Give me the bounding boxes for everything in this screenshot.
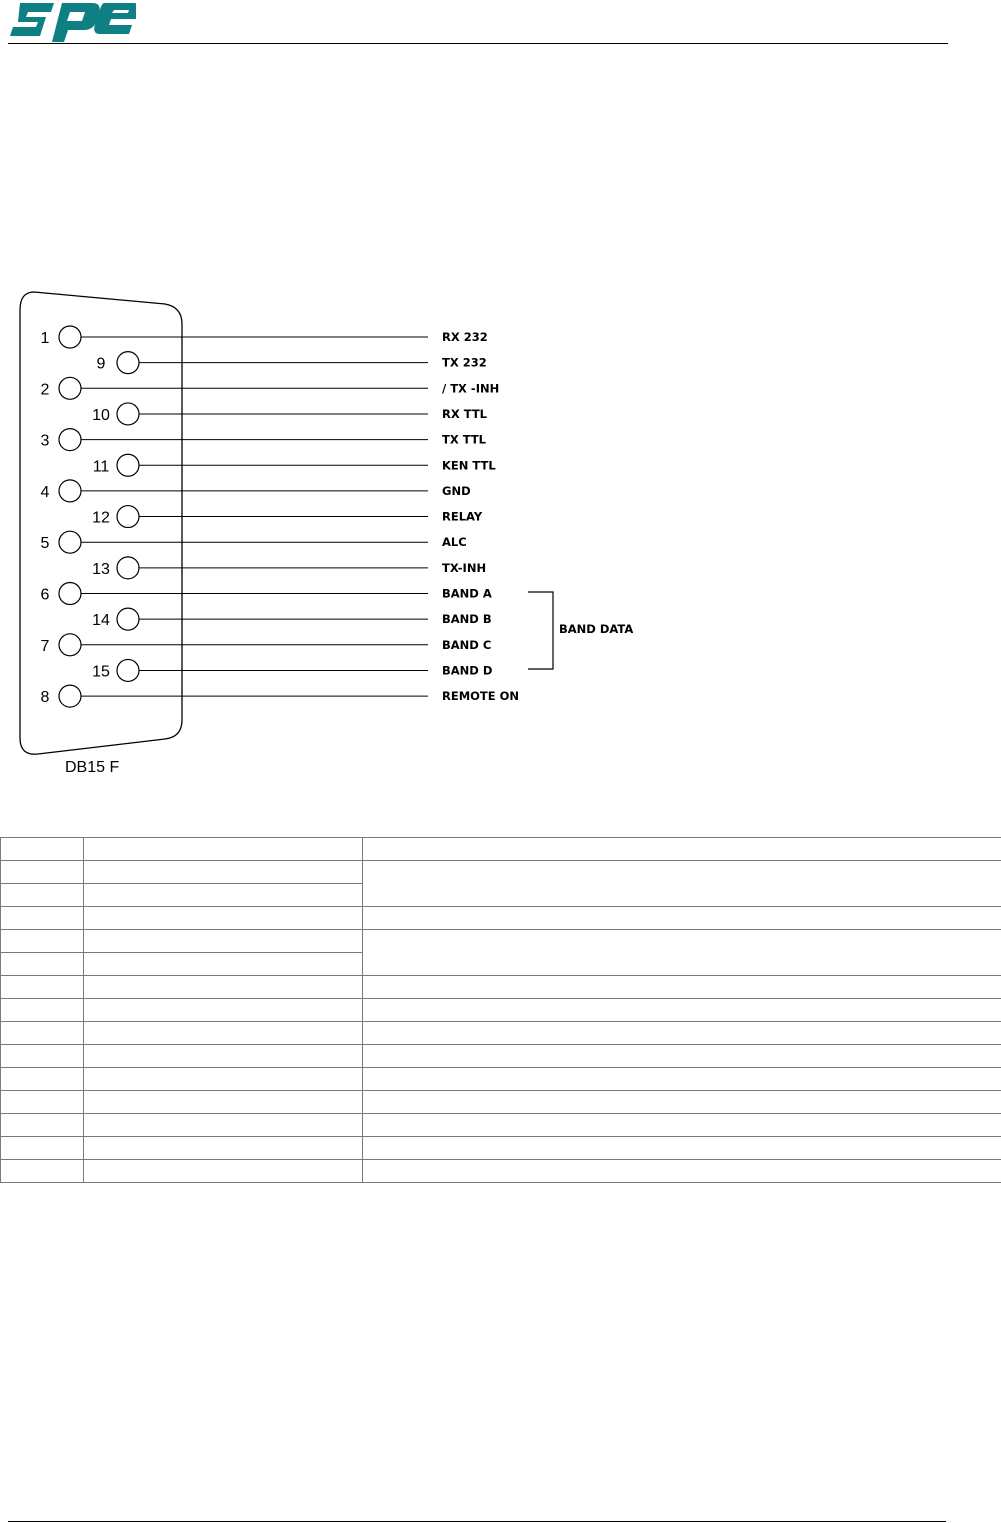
pin-circle (59, 377, 81, 399)
pin-15 (92, 659, 492, 681)
band-data-label: BAND DATA (559, 622, 634, 636)
pin-circle (59, 685, 81, 707)
pin-number: 14 (92, 612, 110, 630)
table-cell (84, 907, 363, 930)
pin-signal-label: BAND A (442, 586, 492, 601)
table-cell (1, 1022, 84, 1045)
pin-number: 10 (92, 406, 110, 424)
pin-8 (41, 685, 520, 707)
pin-signal-label: TX 232 (442, 355, 487, 370)
pin-signal-label: ALC (442, 535, 467, 550)
pin-circle (117, 352, 139, 374)
pin-circle (59, 326, 81, 348)
pin-number: 15 (92, 663, 110, 681)
table-row (1, 1114, 1001, 1137)
table-row (1, 1091, 1001, 1114)
db15-pinout-diagram (0, 280, 700, 790)
table-cell (84, 1045, 363, 1068)
table-cell (1, 884, 84, 907)
table-cell (363, 1091, 1001, 1114)
pin-4 (41, 480, 471, 502)
table-cell (363, 1114, 1001, 1137)
table-cell (363, 930, 1001, 976)
table-cell (84, 953, 363, 976)
table-row (1, 907, 1001, 930)
table-cell (84, 861, 363, 884)
table-row (1, 930, 1001, 953)
pin-number: 12 (92, 509, 110, 527)
pin-number: 6 (40, 586, 50, 604)
table-cell (1, 1160, 84, 1183)
pin-5 (41, 531, 467, 553)
pin-6 (41, 583, 492, 605)
table-cell (84, 884, 363, 907)
pin-number: 3 (40, 432, 50, 450)
table-cell (84, 1114, 363, 1137)
pin-1 (41, 326, 488, 348)
header-rule (8, 43, 948, 44)
table-cell (84, 930, 363, 953)
pin-circle (117, 454, 139, 476)
pin-2 (41, 377, 500, 399)
table-cell (1, 999, 84, 1022)
table-cell (363, 1137, 1001, 1160)
pin-signal-label: GND (442, 483, 471, 498)
pin-signal-label: RELAY (442, 509, 483, 524)
table-cell (84, 976, 363, 999)
pin-number: 4 (40, 483, 50, 501)
table-cell (363, 976, 1001, 999)
pin-signal-label: BAND C (442, 637, 492, 652)
table-cell (1, 1137, 84, 1160)
table-cell (1, 930, 84, 953)
table-cell (363, 1022, 1001, 1045)
pin-9 (97, 352, 487, 374)
pin-circle (117, 659, 139, 681)
pin-signal-label: BAND B (442, 612, 492, 627)
pin-number: 11 (92, 458, 110, 476)
table-cell (363, 838, 1001, 861)
pin-circle (59, 634, 81, 656)
table-row (1, 1137, 1001, 1160)
table-cell (1, 1068, 84, 1091)
table-cell (84, 838, 363, 861)
table-row (1, 1045, 1001, 1068)
pin-14 (92, 608, 492, 630)
table-cell (1, 838, 84, 861)
connector-label: DB15 F (65, 759, 120, 776)
pin-number: 1 (40, 330, 50, 347)
pin-11 (93, 454, 497, 476)
table-cell (1, 1091, 84, 1114)
table-cell (84, 1091, 363, 1114)
pin-circle (117, 506, 139, 528)
table-row (1, 1068, 1001, 1091)
pin-circle (59, 429, 81, 451)
table-cell (1, 861, 84, 884)
pin-circle (59, 531, 81, 553)
table-cell (1, 953, 84, 976)
pin-13 (92, 557, 486, 579)
table-cell (84, 1137, 363, 1160)
pin-number: 2 (40, 381, 50, 399)
table-row (1, 999, 1001, 1022)
table-cell (84, 1068, 363, 1091)
table-row (1, 1022, 1001, 1045)
pin-signal-label: BAND D (442, 663, 493, 678)
pin-number: 8 (40, 689, 50, 707)
pin-circle (117, 403, 139, 425)
pin-number: 7 (40, 637, 50, 655)
pin-circle (59, 583, 81, 605)
pin-3 (41, 429, 487, 451)
table-cell (84, 999, 363, 1022)
table-cell (1, 976, 84, 999)
table-row (1, 1160, 1001, 1183)
table-cell (363, 1068, 1001, 1091)
spe-logo (6, 0, 136, 42)
pin-table (0, 837, 1001, 1183)
pin-signal-label: RX TTL (442, 406, 488, 421)
footer-rule (8, 1521, 946, 1522)
pin-signal-label: TX TTL (442, 432, 486, 447)
table-cell (84, 1022, 363, 1045)
pin-7 (41, 634, 492, 656)
pin-number: 9 (96, 355, 106, 373)
pin-circle (117, 557, 139, 579)
pin-number: 5 (40, 535, 50, 553)
pin-signal-label: REMOTE ON (442, 689, 520, 704)
pin-12 (92, 506, 483, 528)
pin-signal-label: RX 232 (442, 330, 488, 344)
table-row (1, 976, 1001, 999)
pin-circle (117, 608, 139, 630)
pin-10 (92, 403, 488, 425)
table-cell (363, 999, 1001, 1022)
table-cell (363, 907, 1001, 930)
pin-number: 13 (92, 560, 110, 578)
table-cell (363, 1045, 1001, 1068)
table-cell (84, 1160, 363, 1183)
pin-signal-label: KEN TTL (442, 458, 496, 473)
pin-signal-label: TX-INH (442, 560, 487, 575)
table-cell (1, 1114, 84, 1137)
pin-signal-label: / TX -INH (442, 381, 500, 396)
table-cell (1, 1045, 84, 1068)
band-data-bracket (528, 592, 553, 669)
pin-circle (59, 480, 81, 502)
table-row (1, 861, 1001, 884)
table-cell (363, 1160, 1001, 1183)
table-row (1, 838, 1001, 861)
table-cell (363, 861, 1001, 907)
table-cell (1, 907, 84, 930)
